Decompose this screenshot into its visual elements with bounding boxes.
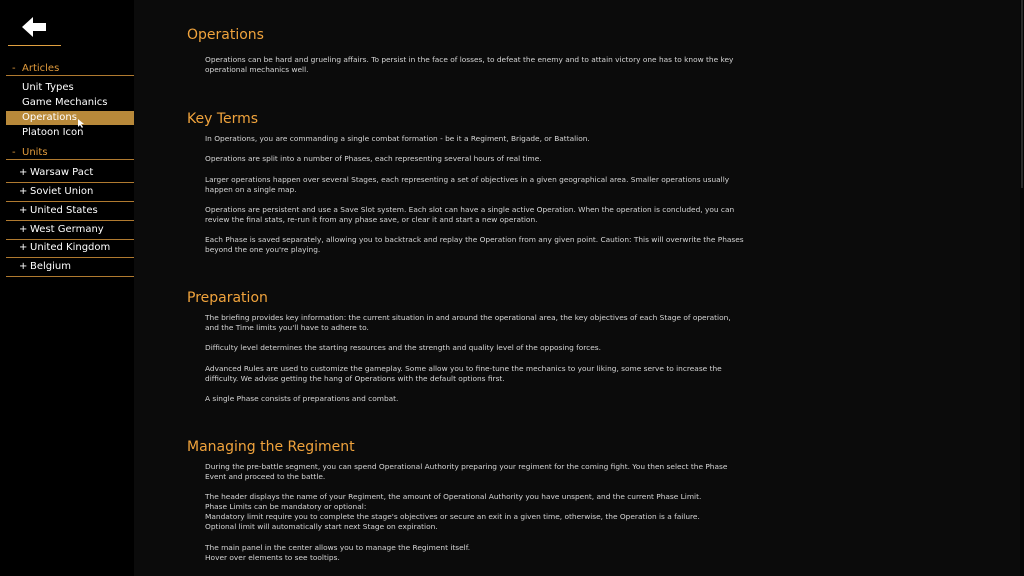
unit-item-west-germany[interactable]: + West Germany xyxy=(6,222,134,240)
mouse-cursor-icon xyxy=(78,119,86,129)
sidebar-item-platoon-icon[interactable]: Platoon Icon xyxy=(22,127,84,138)
sidebar-item-operations[interactable]: Operations xyxy=(6,111,134,125)
content-scrollbar[interactable] xyxy=(1020,0,1024,576)
section-title: Preparation xyxy=(187,290,268,306)
paragraph: In Operations, you are commanding a single combat formation - be it a Regiment, Brigade, or Battalion. xyxy=(205,134,590,143)
paragraph: The header displays the name of your Regiment, the amount of Operational Authority you have unspent, and the current Phase Limit. Phase Limits can be mandatory or optional: Mandatory limit require you to complete the stage's objectives or secure an exit in a given time, otherwise, the Operation is a failure. Optional limit will automatically start next Stage on expiration. xyxy=(205,492,702,531)
unit-item-united-states[interactable]: + United States xyxy=(6,203,134,221)
paragraph: A single Phase consists of preparations and combat. xyxy=(205,394,399,403)
paragraph: The main panel in the center allows you to manage the Regiment itself. Hover over elements to see tooltips. xyxy=(205,543,471,562)
unit-item-soviet-union[interactable]: + Soviet Union xyxy=(6,184,134,202)
paragraph: Advanced Rules are used to customize the gameplay. Some allow you to fine-tune the mechanics to your liking, some serve to increase the difficulty. We advise getting the hang of Operations with the default options first. xyxy=(205,364,722,383)
paragraph: The briefing provides key information: the current situation in and around the operational area, the key objectives of each Stage of operation, and the Time limits you'll have to adhere to. xyxy=(205,313,731,332)
back-arrow-icon xyxy=(22,16,48,38)
back-button[interactable] xyxy=(8,12,61,46)
unit-item-belgium[interactable]: + Belgium xyxy=(6,259,134,277)
content-scrollbar-thumb[interactable] xyxy=(1021,0,1023,188)
units-header[interactable]: - Units xyxy=(6,145,134,160)
back-underline xyxy=(8,45,61,46)
section-title: Operations xyxy=(187,27,264,43)
articles-header-label: Articles xyxy=(22,63,60,74)
section-title: Managing the Regiment xyxy=(187,439,355,455)
sidebar-item-unit-types[interactable]: Unit Types xyxy=(22,82,74,93)
paragraph: Operations are persistent and use a Save Slot system. Each slot can have a single active Operation. When the operation is concluded, you can review the final stats, re-run it from any phase save, or clear it and start a new operation. xyxy=(205,205,735,224)
articles-header[interactable]: - Articles xyxy=(6,61,134,76)
units-header-label: Units xyxy=(22,147,48,158)
paragraph: During the pre-battle segment, you can spend Operational Authority preparing your regiment for the coming fight. You then select the Phase Event and proceed to the battle. xyxy=(205,462,728,481)
unit-item-united-kingdom[interactable]: + United Kingdom xyxy=(6,240,134,258)
paragraph: Each Phase is saved separately, allowing you to backtrack and replay the Operation from any given point. Caution: This will overwrite the Phases beyond the one you're playing. xyxy=(205,235,744,254)
paragraph: Operations are split into a number of Phases, each representing several hours of real time. xyxy=(205,154,542,163)
paragraph: Operations can be hard and grueling affairs. To persist in the face of losses, to defeat the enemy and to attain victory one has to know the key operational mechanics well. xyxy=(205,55,734,74)
sidebar-item-game-mechanics[interactable]: Game Mechanics xyxy=(22,97,108,108)
paragraph: Larger operations happen over several Stages, each representing a set of objectives in a given geographical area. Smaller operations usually happen on a single map. xyxy=(205,175,730,194)
sidebar xyxy=(0,0,134,576)
paragraph: Difficulty level determines the starting resources and the strength and quality level of the opposing forces. xyxy=(205,343,601,352)
section-title: Key Terms xyxy=(187,111,259,127)
unit-item-warsaw-pact[interactable]: + Warsaw Pact xyxy=(6,165,134,183)
article-content xyxy=(134,0,1020,576)
